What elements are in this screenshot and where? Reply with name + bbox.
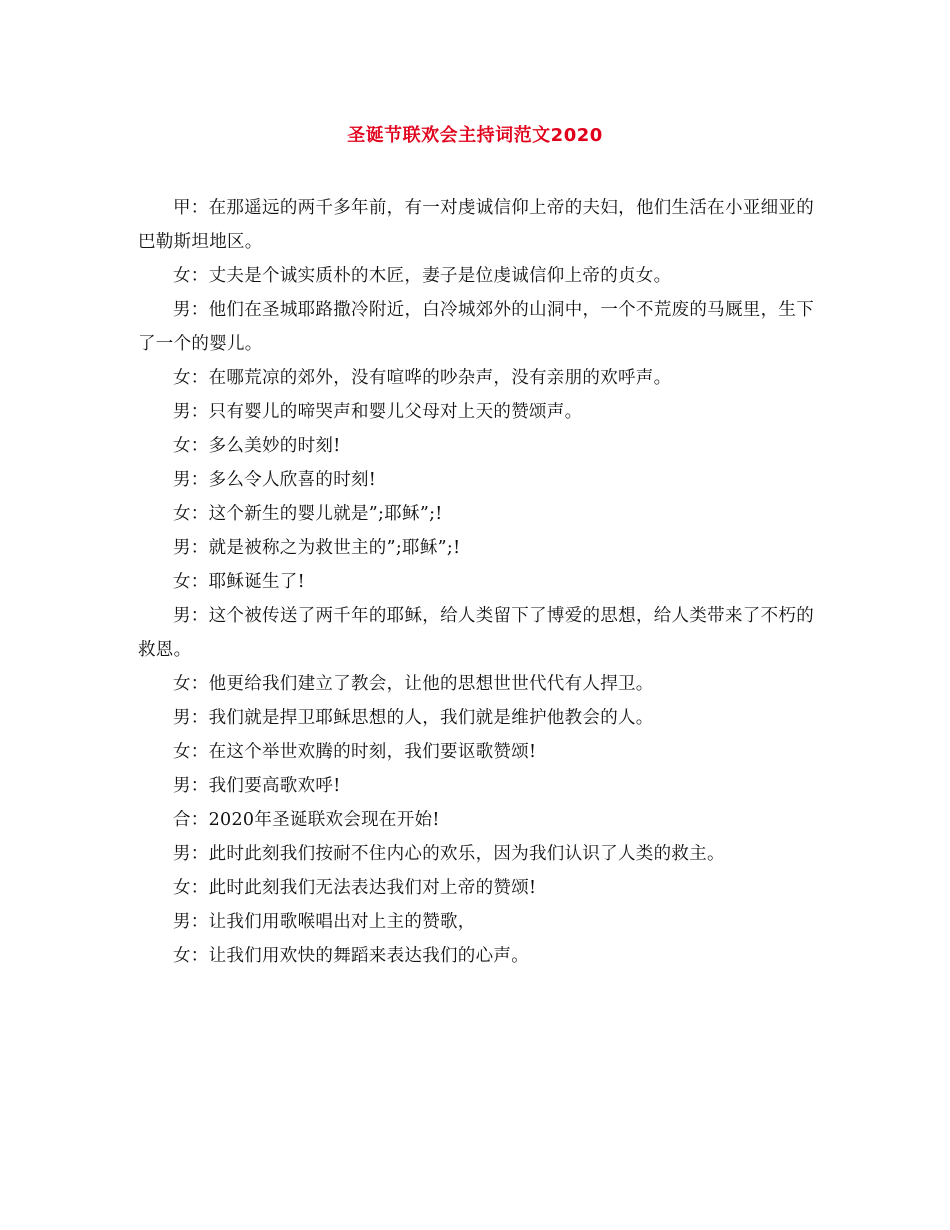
paragraph: 男：此时此刻我们按耐不住内心的欢乐，因为我们认识了人类的救主。 (173, 844, 725, 864)
paragraph: 男：多么令人欣喜的时刻! (173, 470, 377, 490)
paragraph: 男：这个被传送了两千年的耶稣，给人类留下了博爱的思想，给人类带来了不朽的救恩。 (138, 606, 814, 660)
paragraph: 女：丈夫是个诚实质朴的木匠，妻子是位虔诚信仰上帝的贞女。 (173, 266, 672, 286)
paragraph: 男：只有婴儿的啼哭声和婴儿父母对上天的赞颂声。 (173, 402, 583, 422)
paragraph: 男：我们要高歌欢呼! (173, 776, 341, 796)
paragraph: 男：让我们用歌喉唱出对上主的赞歌， (173, 912, 476, 932)
paragraph: 女：让我们用欢快的舞蹈来表达我们的心声。 (173, 946, 529, 966)
paragraph: 女：这个新生的婴儿就是”;耶稣”;! (173, 504, 443, 524)
paragraph: 女：在哪荒凉的郊外，没有喧哗的吵杂声，没有亲朋的欢呼声。 (173, 368, 672, 388)
document-body (138, 191, 814, 973)
paragraph: 甲：在那遥远的两千多年前，有一对虔诚信仰上帝的夫妇，他们生活在小亚细亚的巴勒斯坦地区。 (138, 198, 814, 252)
paragraph: 男：他们在圣城耶路撒冷附近，白冷城郊外的山洞中，一个不荒废的马厩里，生下了一个的婴儿。 (138, 300, 814, 354)
paragraph: 女：耶稣诞生了! (173, 572, 305, 592)
paragraph: 男：我们就是捍卫耶稣思想的人，我们就是维护他教会的人。 (173, 708, 654, 728)
paragraph: 女：多么美妙的时刻! (173, 436, 341, 456)
paragraph: 女：他更给我们建立了教会，让他的思想世世代代有人捍卫。 (173, 674, 654, 694)
paragraph: 女：此时此刻我们无法表达我们对上帝的赞颂! (173, 878, 537, 898)
paragraph: 男：就是被称之为救世主的”;耶稣”;! (173, 538, 461, 558)
document-title: 圣诞节联欢会主持词范文2020 (347, 125, 603, 146)
paragraph: 合：2020年圣诞联欢会现在开始! (173, 810, 440, 830)
paragraph: 女：在这个举世欢腾的时刻，我们要讴歌赞颂! (173, 742, 537, 762)
